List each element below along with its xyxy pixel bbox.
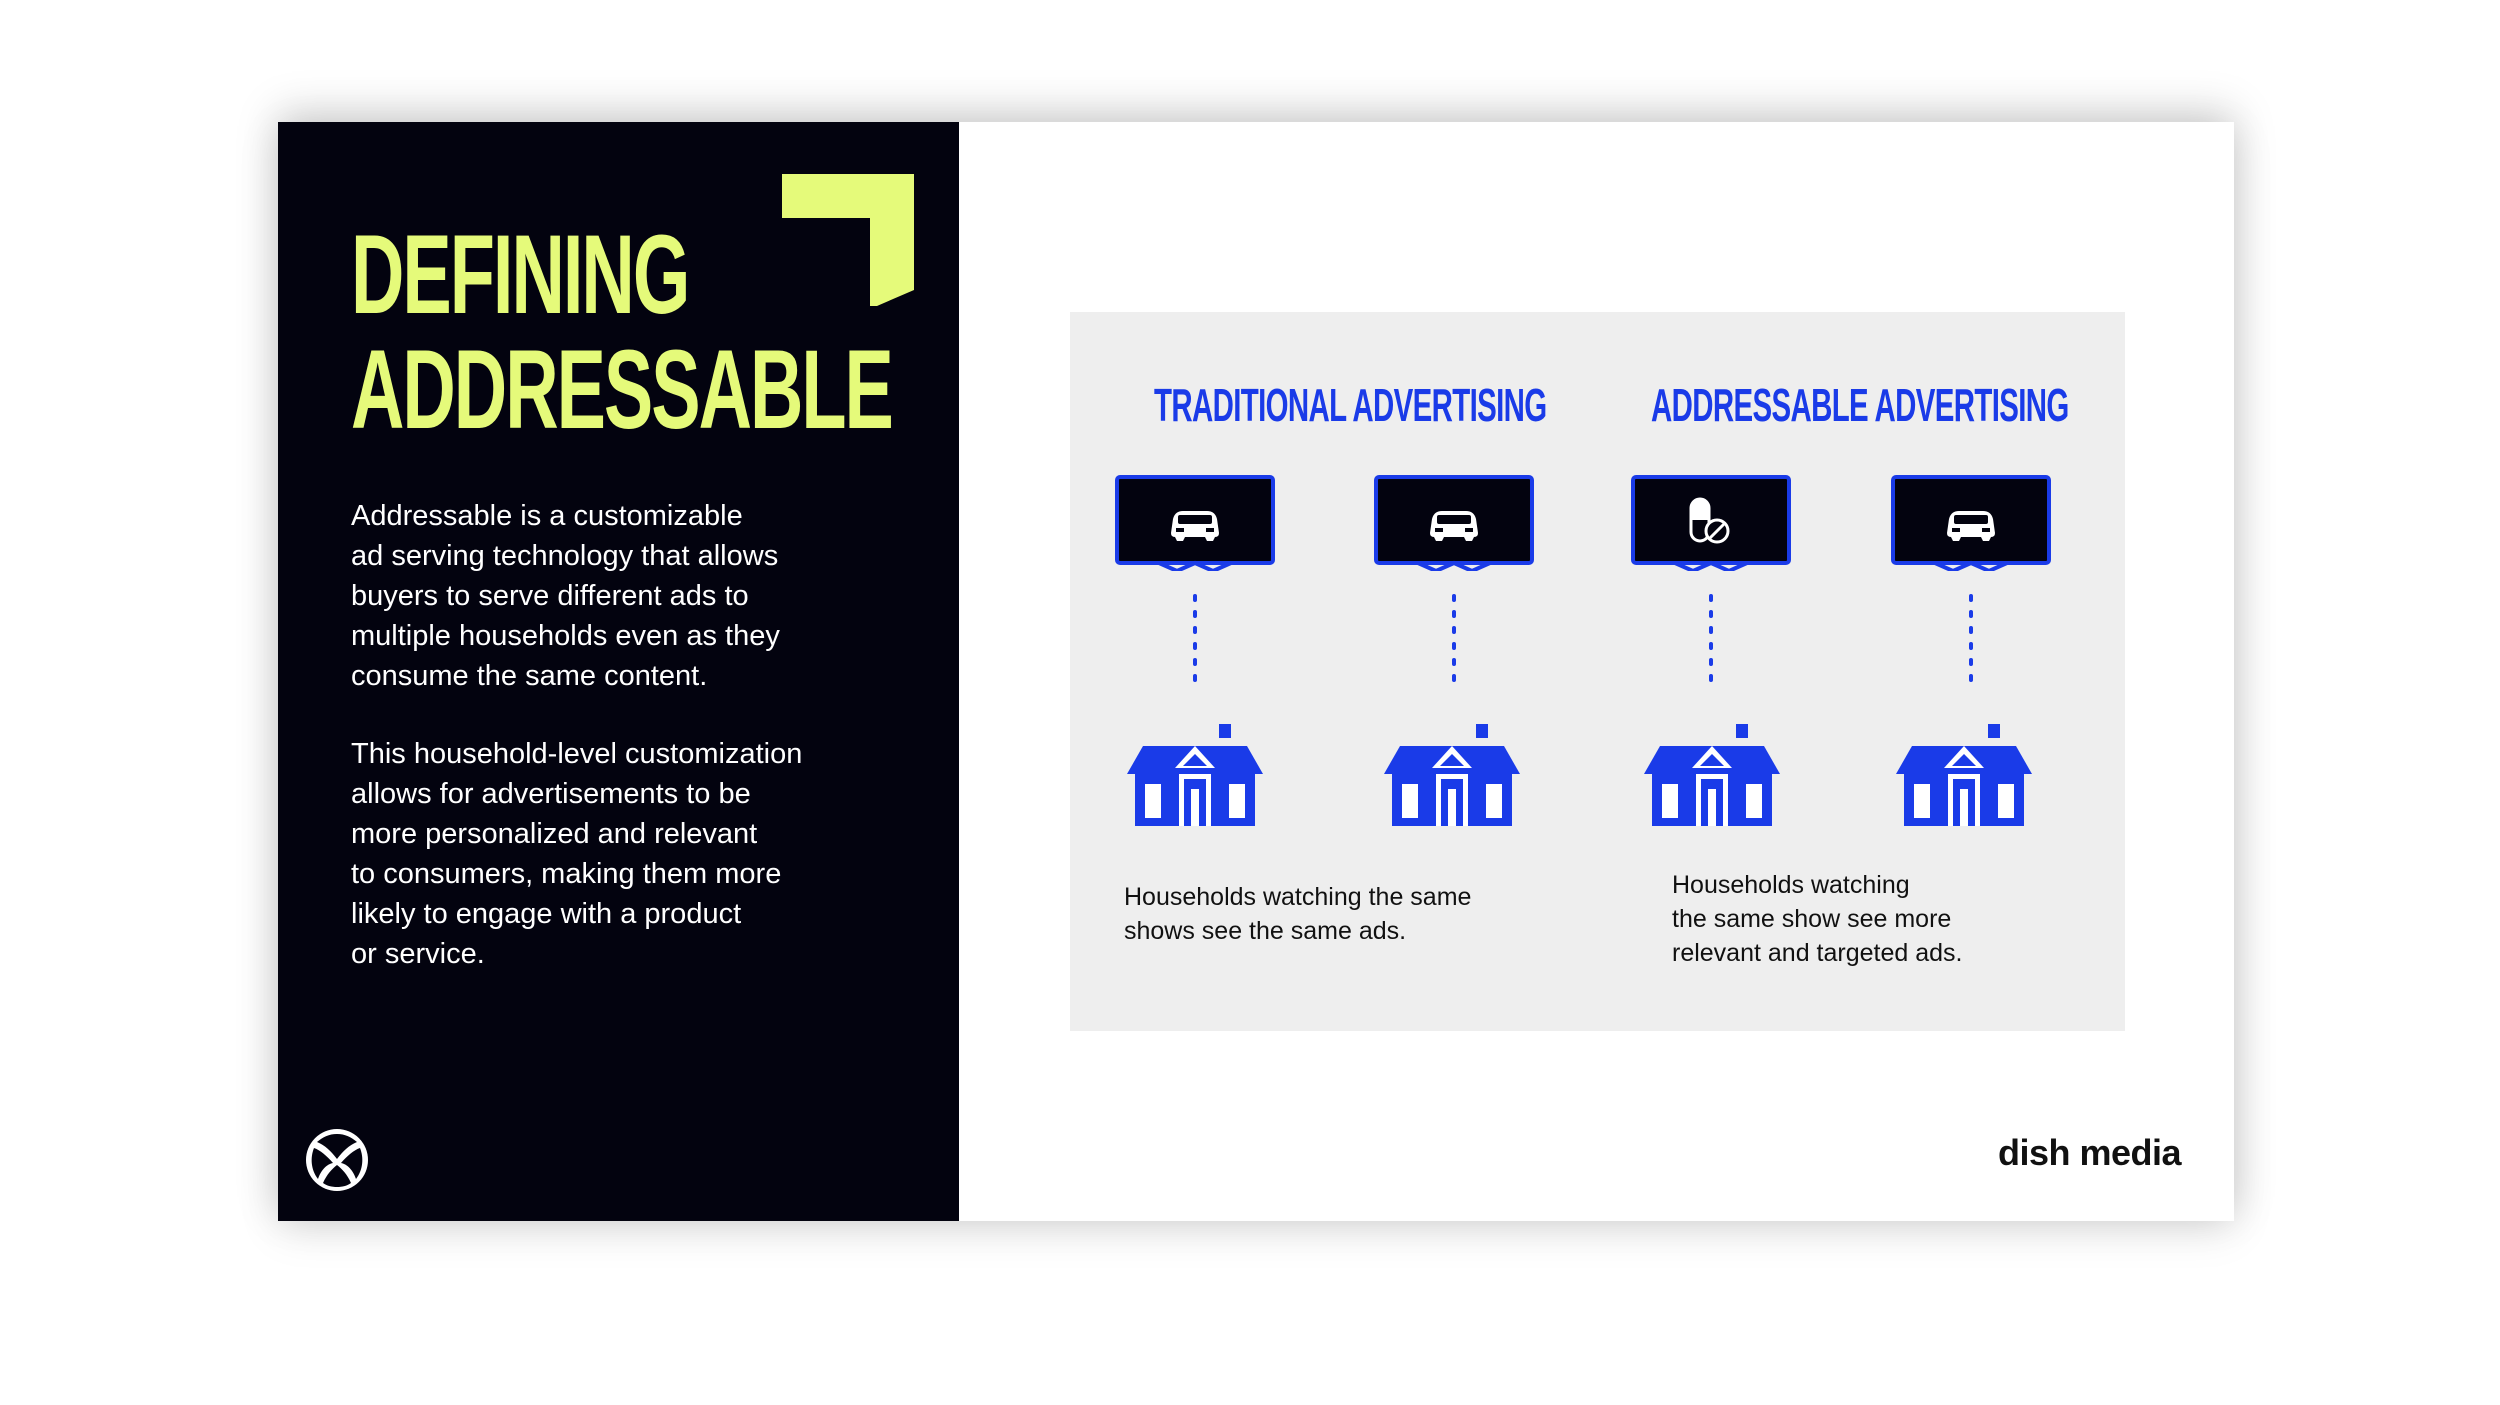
addressable-advertising-title: ADDRESSABLE ADVERTISING <box>1651 379 2069 431</box>
car-icon <box>1171 511 1219 541</box>
left-panel <box>278 122 959 1221</box>
customization-paragraph: This household-level customization allows for advertisements to be more personalized and relevant to consumers, making them more likely to engage with a product or service. <box>351 738 803 970</box>
dotted-connector <box>1708 594 1714 692</box>
house-icon <box>1896 724 2032 826</box>
dotted-connector <box>1968 594 1974 692</box>
house-icon <box>1127 724 1263 826</box>
tv-car-ad-icon <box>1115 475 1275 571</box>
page-title <box>351 212 892 452</box>
house-icon <box>1644 724 1780 826</box>
tv-car-ad-icon <box>1891 475 2051 571</box>
traditional-advertising-title: TRADITIONAL ADVERTISING <box>1154 379 1547 431</box>
xbox-logo-icon <box>305 1128 369 1192</box>
tv-pill-ad-icon <box>1631 475 1791 571</box>
slide <box>278 122 2234 1221</box>
definition-paragraph: Addressable is a customizable ad serving technology that allows buyers to serve different ads to multiple households even as they consume the same content. <box>351 500 780 692</box>
car-icon <box>1430 511 1478 541</box>
title-line-1: DEFINING <box>351 212 689 337</box>
car-icon <box>1947 511 1995 541</box>
house-icon <box>1384 724 1520 826</box>
traditional-caption: Households watching the same shows see the same ads. <box>1124 883 1472 945</box>
addressable-caption: Households watching the same show see more relevant and targeted ads. <box>1672 871 1963 967</box>
title-line-2: ADDRESSABLE <box>351 327 892 452</box>
dotted-connector <box>1192 594 1198 692</box>
dotted-connector <box>1451 594 1457 692</box>
tv-car-ad-icon <box>1374 475 1534 571</box>
dish-media-logo: dish media <box>1998 1132 2182 1173</box>
